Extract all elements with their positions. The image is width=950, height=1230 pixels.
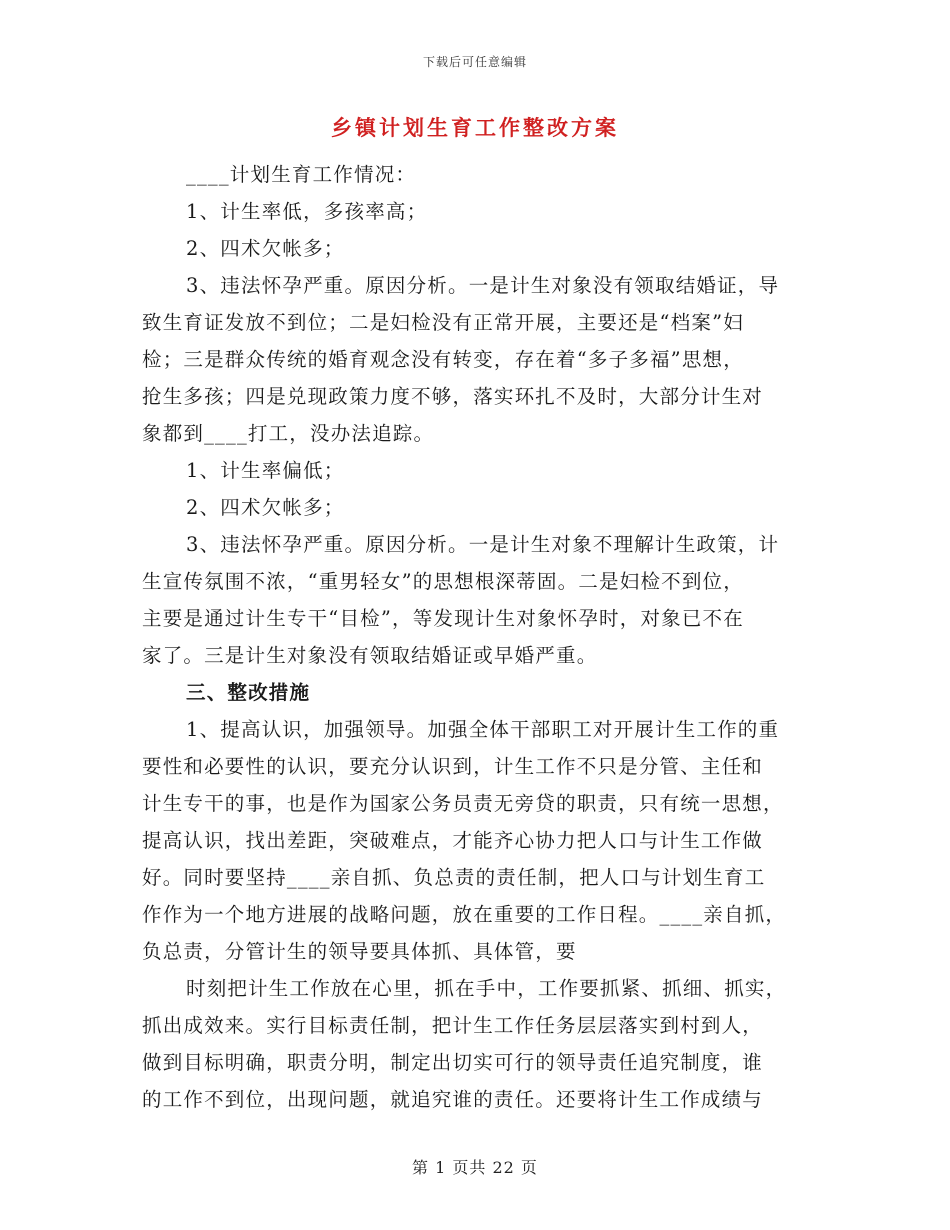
paragraph-line: 家了。三是计生对象没有领取结婚证或早婚严重。 xyxy=(142,644,598,667)
paragraph-line: 1、计生率低，多孩率高； xyxy=(186,200,428,223)
paragraph-line: 做到目标明确，职责分明，制定出切实可行的领导责任追究制度，谁 xyxy=(142,1051,764,1074)
section-heading: 三、整改措施 xyxy=(186,681,311,704)
page-header-note: 下载后可任意编辑 xyxy=(422,55,527,69)
paragraph-line: 1、计生率偏低； xyxy=(186,459,345,482)
paragraph-line: 抓出成效来。实行目标责任制，把计生工作任务层层落实到村到人， xyxy=(142,1014,764,1037)
paragraph-line: 致生育证发放不到位；二是妇检没有正常开展，主要还是“档案”妇 xyxy=(142,311,744,334)
paragraph-line: 检；三是群众传统的婚育观念没有转变，存在着“多子多福”思想， xyxy=(142,348,744,371)
paragraph-line: 负总责，分管计生的领导要具体抓、具体管，要 xyxy=(142,940,577,963)
page-number: 第 1 页共 22 页 xyxy=(412,1158,538,1177)
paragraph-line: 象都到____打工，没办法追踪。 xyxy=(142,422,435,445)
paragraph-line: 提高认识，找出差距，突破难点，才能齐心协力把人口与计生工作做 xyxy=(142,829,764,852)
paragraph-line: 1、提高认识，加强领导。加强全体干部职工对开展计生工作的重 xyxy=(186,718,780,741)
paragraph-line: 要性和必要性的认识，要充分认识到，计生工作不只是分管、主任和 xyxy=(142,755,764,778)
paragraph-line: 好。同时要坚持____亲自抓、负总责的责任制，把人口与计划生育工 xyxy=(142,866,766,889)
paragraph-line: 时刻把计生工作放在心里，抓在手中，工作要抓紧、抓细、抓实， xyxy=(186,977,787,1000)
paragraph-line: 的工作不到位，出现问题，就追究谁的责任。还要将计生工作成绩与 xyxy=(142,1088,764,1111)
paragraph-line: ____计划生育工作情况： xyxy=(186,163,417,186)
paragraph-line: 2、四术欠帐多； xyxy=(186,496,345,519)
document-body xyxy=(142,156,812,1118)
paragraph-line: 作作为一个地方进展的战略问题，放在重要的工作日程。____亲自抓， xyxy=(142,903,787,926)
paragraph-line: 抢生多孩；四是兑现政策力度不够，落实环扎不及时，大部分计生对 xyxy=(142,385,764,408)
document-title: 乡镇计划生育工作整改方案 xyxy=(331,115,619,140)
paragraph-line: 主要是通过计生专干“目检”，等发现计生对象怀孕时，对象已不在 xyxy=(142,607,744,630)
paragraph-line: 2、四术欠帐多； xyxy=(186,237,345,260)
paragraph-line: 3、违法怀孕严重。原因分析。一是计生对象没有领取结婚证，导 xyxy=(186,274,780,297)
paragraph-line: 3、违法怀孕严重。原因分析。一是计生对象不理解计生政策，计 xyxy=(186,533,780,556)
paragraph-line: 计生专干的事，也是作为国家公务员责无旁贷的职责，只有统一思想， xyxy=(142,792,784,815)
paragraph-line: 生宣传氛围不浓，“重男轻女”的思想根深蒂固。二是妇检不到位， xyxy=(142,570,744,593)
